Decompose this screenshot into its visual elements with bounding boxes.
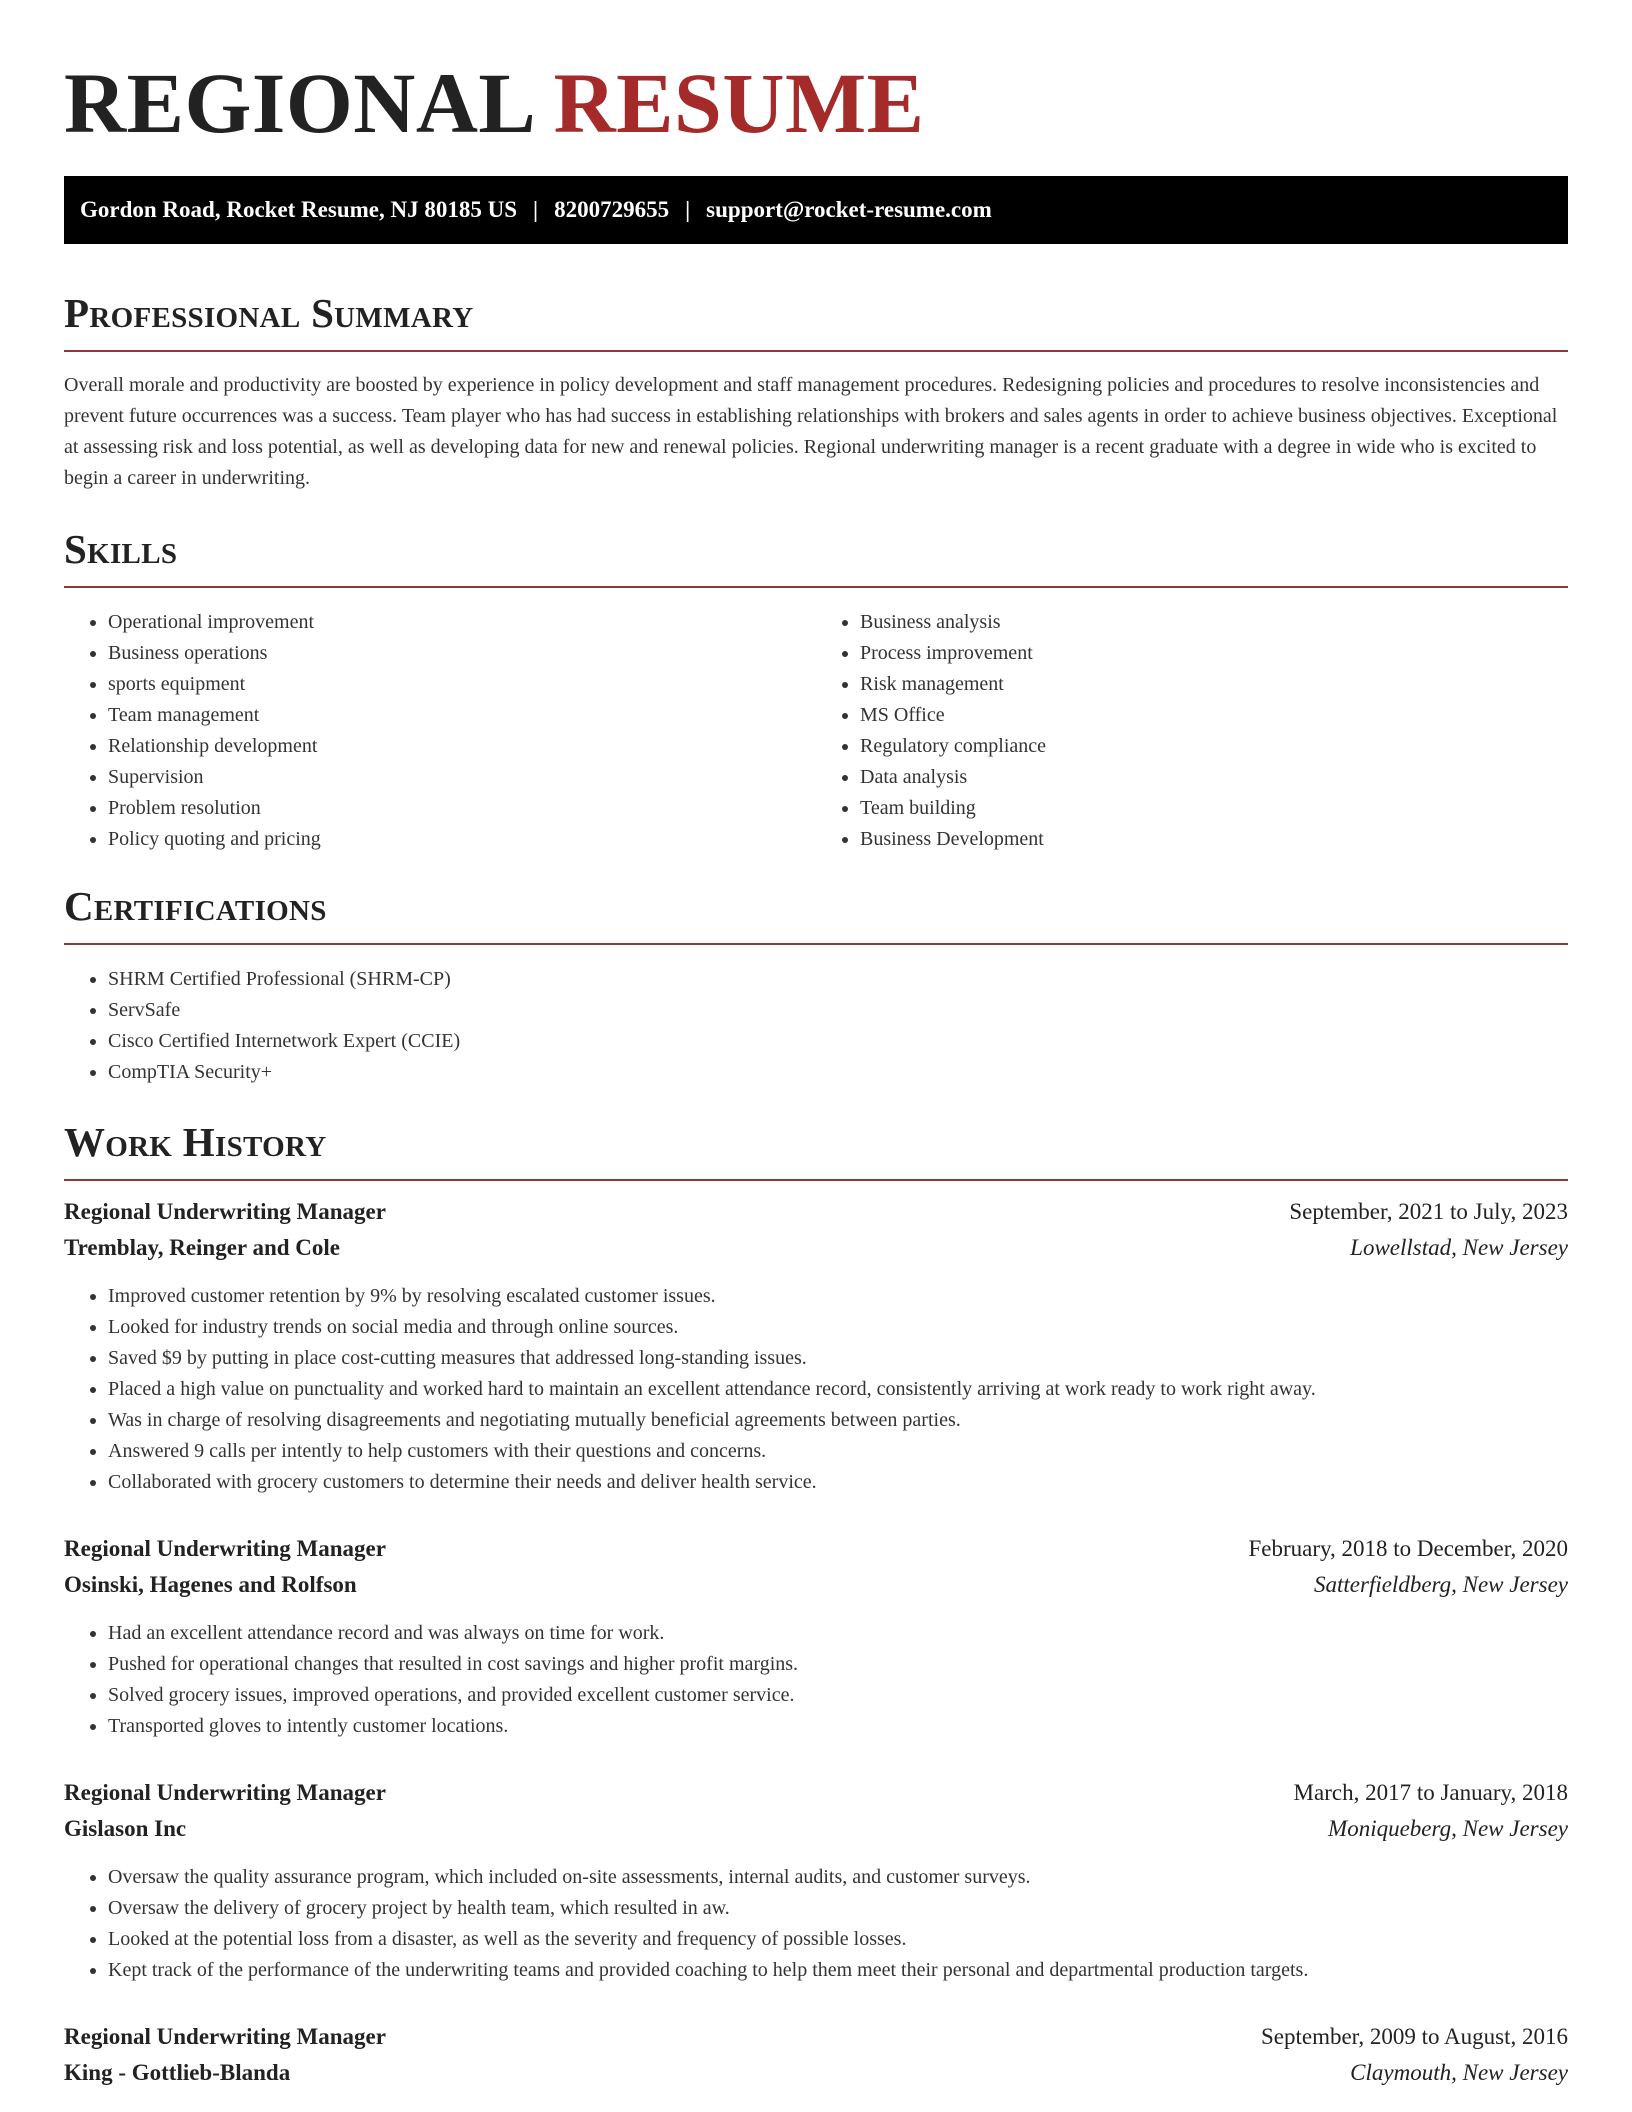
skill-item: • Data analysis (860, 762, 1568, 793)
job-duties-list (64, 1281, 1568, 1498)
section-heading-work-history: Work History (64, 1119, 1568, 1181)
job-header-row (64, 1780, 1568, 1816)
contact-separator: | (533, 197, 539, 222)
skill-item: • Team building (860, 793, 1568, 824)
contact-address: Gordon Road, Rocket Resume, NJ 80185 US (80, 197, 517, 222)
job-company: Tremblay, Reinger and Cole (64, 1235, 340, 1260)
job-dates: February, 2018 to December, 2020 (1248, 1536, 1568, 1561)
job-title: Regional Underwriting Manager (64, 2024, 386, 2049)
job-title: Regional Underwriting Manager (64, 1199, 386, 1224)
job-duty: • Oversaw the quality assurance program, which included on-site assessments, internal audits, and customer surveys. (108, 1862, 1568, 1893)
contact-email[interactable]: support@rocket-resume.com (706, 197, 992, 222)
skill-item: • Business analysis (860, 607, 1568, 638)
job-entry (64, 1780, 1568, 1986)
summary-paragraph: Overall morale and productivity are boosted by experience in policy development and staff management procedures. Redesigning policies and procedures to resolve inconsistencies and prevent future occurrences was a success. Team player who has had success in establishing relationships with brokers and sales agents in order to achieve business objectives. Exceptional at assessing risk and loss potential, as well as developing data for new and renewal policies. Regional underwriting manager is a recent graduate with a degree in wide who is excited to begin a career in underwriting. (64, 374, 1558, 489)
job-duty: • Improved customer retention by 9% by resolving escalated customer issues. (108, 1281, 1568, 1312)
skill-item: • Policy quoting and pricing (108, 824, 816, 855)
job-company-row (64, 1235, 1568, 1271)
skill-item: • Risk management (860, 669, 1568, 700)
section-heading-skills: Skills (64, 526, 1568, 588)
job-duty: • Collaborated with grocery customers to determine their needs and deliver health service. (108, 1467, 1568, 1498)
skills-section (64, 526, 1568, 855)
certification-item: • Cisco Certified Internetwork Expert (CCIE) (108, 1026, 1568, 1057)
job-company: Osinski, Hagenes and Rolfson (64, 1572, 357, 1597)
skill-item: • Process improvement (860, 638, 1568, 669)
job-duty: • Kept track of the performance of the underwriting teams and provided coaching to help them meet their personal and departmental production targets. (108, 1955, 1568, 1986)
job-duty: • Pushed for operational changes that resulted in cost savings and higher profit margins. (108, 1649, 1568, 1680)
job-duty: • Transported gloves to intently customer locations. (108, 1711, 1568, 1742)
job-title: Regional Underwriting Manager (64, 1536, 386, 1561)
job-duty: • Had an excellent attendance record and was always on time for work. (108, 1618, 1568, 1649)
skill-item: • Problem resolution (108, 793, 816, 824)
certification-item: • SHRM Certified Professional (SHRM-CP) (108, 964, 1568, 995)
skill-item: • Team management (108, 700, 816, 731)
section-heading-certifications: Certifications (64, 883, 1568, 945)
job-location: Claymouth, New Jersey (1350, 2060, 1568, 2085)
skills-columns (64, 607, 1568, 855)
job-dates: September, 2021 to July, 2023 (1289, 1199, 1568, 1224)
job-entry (64, 1199, 1568, 1498)
job-company-row (64, 1816, 1568, 1852)
skill-item: • Business Development (860, 824, 1568, 855)
title-second-word: RESUME (553, 55, 925, 151)
skills-left-list (64, 607, 816, 855)
job-header-row (64, 1536, 1568, 1572)
job-location: Moniqueberg, New Jersey (1328, 1816, 1568, 1841)
job-location: Satterfieldberg, New Jersey (1314, 1572, 1568, 1597)
job-company: Gislason Inc (64, 1816, 187, 1841)
job-duty: • Looked at the potential loss from a disaster, as well as the severity and frequency of possible losses. (108, 1924, 1568, 1955)
skill-item: • Regulatory compliance (860, 731, 1568, 762)
skill-item: • sports equipment (108, 669, 816, 700)
contact-bar (64, 176, 1568, 244)
certifications-list (64, 964, 1568, 1088)
skill-item: • MS Office (860, 700, 1568, 731)
skills-right-list (816, 607, 1568, 855)
certification-item: • ServSafe (108, 995, 1568, 1026)
job-duties-list (64, 1862, 1568, 1986)
job-company-row (64, 2060, 1568, 2096)
professional-summary-section (64, 290, 1568, 494)
contact-phone: 8200729655 (554, 197, 670, 222)
skill-item: • Relationship development (108, 731, 816, 762)
resume-title (64, 0, 1568, 176)
title-first-word: REGIONAL (64, 55, 532, 151)
section-heading-summary: Professional Summary (64, 290, 1568, 352)
job-company-row (64, 1572, 1568, 1608)
skill-item: • Business operations (108, 638, 816, 669)
job-duty: • Solved grocery issues, improved operations, and provided excellent customer service. (108, 1680, 1568, 1711)
skill-item: • Operational improvement (108, 607, 816, 638)
job-header-row (64, 2024, 1568, 2060)
job-company: King - Gottlieb-Blanda (64, 2060, 291, 2085)
certification-item: • CompTIA Security+ (108, 1057, 1568, 1088)
job-duty: • Answered 9 calls per intently to help customers with their questions and concerns. (108, 1436, 1568, 1467)
skill-item: • Supervision (108, 762, 816, 793)
job-duty: • Saved $9 by putting in place cost-cutting measures that addressed long-standing issues. (108, 1343, 1568, 1374)
contact-separator: | (685, 197, 691, 222)
job-duty: • Was in charge of resolving disagreements and negotiating mutually beneficial agreements between parties. (108, 1405, 1568, 1436)
job-duties-list (64, 1618, 1568, 1742)
job-dates: September, 2009 to August, 2016 (1260, 2024, 1568, 2049)
job-header-row (64, 1199, 1568, 1235)
job-duty: • Placed a high value on punctuality and worked hard to maintain an excellent attendance record, consistently arriving at work ready to work right away. (108, 1374, 1568, 1405)
work-history-section (64, 1119, 1568, 2096)
job-duty: • Looked for industry trends on social media and through online sources. (108, 1312, 1568, 1343)
job-title: Regional Underwriting Manager (64, 1780, 386, 1805)
job-duty: • Oversaw the delivery of grocery project by health team, which resulted in aw. (108, 1893, 1568, 1924)
job-dates: March, 2017 to January, 2018 (1293, 1780, 1568, 1805)
job-entry (64, 1536, 1568, 1742)
job-location: Lowellstad, New Jersey (1350, 1235, 1568, 1260)
job-entry (64, 2024, 1568, 2096)
certifications-section (64, 883, 1568, 1088)
